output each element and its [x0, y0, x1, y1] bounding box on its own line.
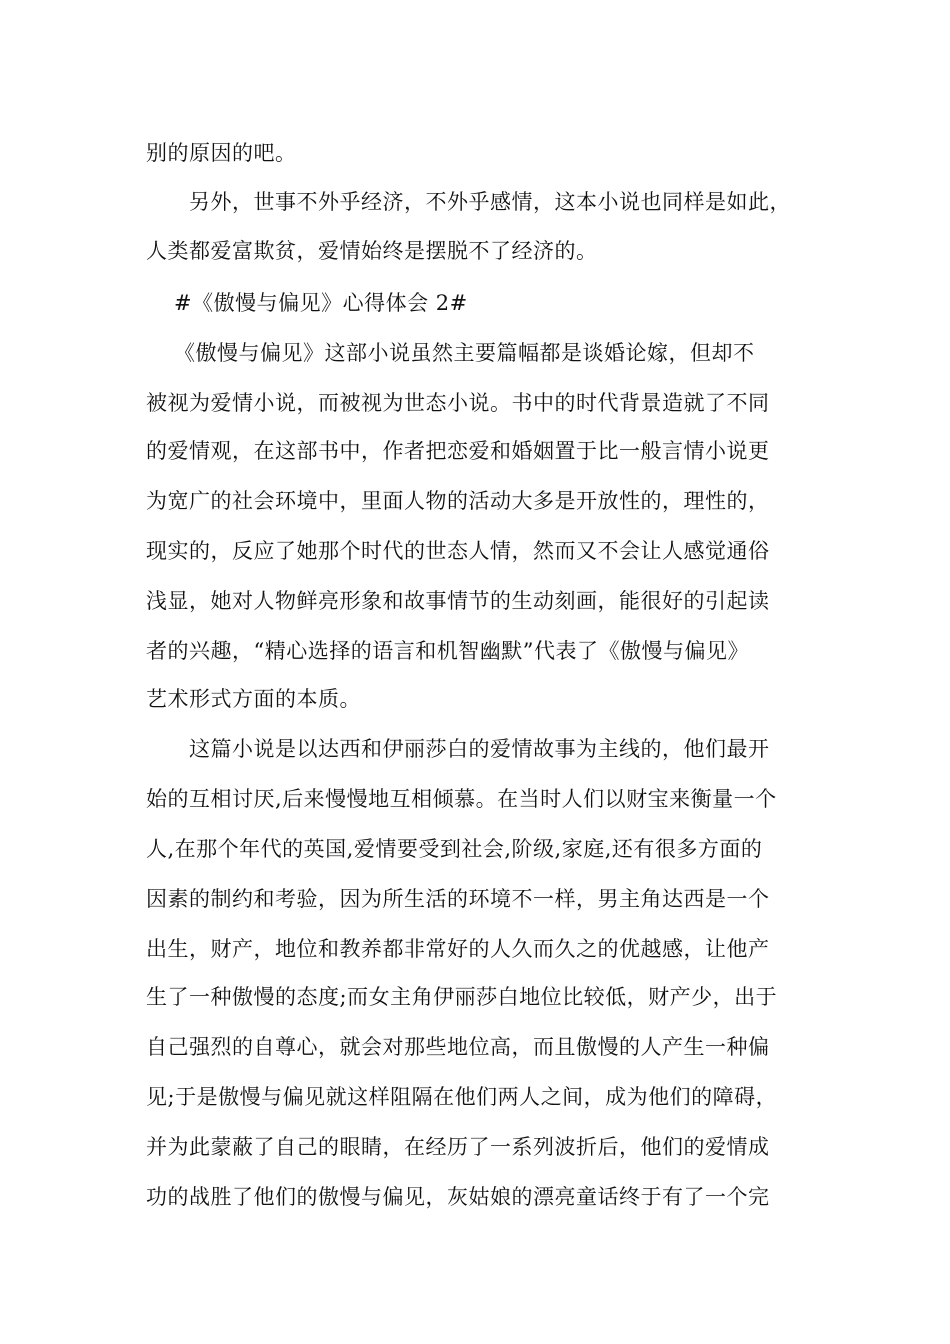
section-heading: #《傲慢与偏见》心得体会 2# [174, 291, 468, 315]
text-line: 者的兴趣，“精心选择的语言和机智幽默”代表了《傲慢与偏见》 [146, 639, 749, 663]
text-line: 并为此蒙蔽了自己的眼睛，在经历了一系列波折后，他们的爱情成 [146, 1135, 770, 1159]
text-line: 始的互相讨厌,后来慢慢地互相倾慕。在当时人们以财宝来衡量一个 [146, 787, 777, 811]
text-line: 别的原因的吧。 [146, 141, 297, 165]
text-line: 被视为爱情小说，而被视为世态小说。书中的时代背景造就了不同 [146, 391, 770, 415]
text-line: 的爱情观，在这部书中，作者把恋爱和婚姻置于比一般言情小说更 [146, 439, 770, 463]
text-line: 人,在那个年代的英国,爱情要受到社会,阶级,家庭,还有很多方面的 [146, 837, 763, 861]
paragraph-first-line: 《傲慢与偏见》这部小说虽然主要篇幅都是谈婚论嫁，但却不 [174, 341, 755, 365]
text-line: 生了一种傲慢的态度;而女主角伊丽莎白地位比较低，财产少，出于 [146, 985, 778, 1009]
text-line: 自己强烈的自尊心，就会对那些地位高，而且傲慢的人产生一种偏 [146, 1035, 770, 1059]
paragraph-first-line: 另外，世事不外乎经济，不外乎感情，这本小说也同样是如此， [189, 190, 791, 214]
paragraph-first-line: 这篇小说是以达西和伊丽莎白的爱情故事为主线的，他们最开 [189, 737, 770, 761]
text-line: 浅显，她对人物鲜亮形象和故事情节的生动刻画，能很好的引起读 [146, 589, 770, 613]
text-line: 人类都爱富欺贫，爱情始终是摆脱不了经济的。 [146, 239, 598, 263]
text-line: 为宽广的社会环境中，里面人物的活动大多是开放性的，理性的， [146, 489, 770, 513]
text-line: 出生，财产，地位和教养都非常好的人久而久之的优越感，让他产 [146, 937, 770, 961]
text-line: 艺术形式方面的本质。 [146, 687, 361, 711]
text-line: 现实的，反应了她那个时代的世态人情，然而又不会让人感觉通俗 [146, 539, 770, 563]
text-line: 功的战胜了他们的傲慢与偏见，灰姑娘的漂亮童话终于有了一个完 [146, 1185, 770, 1209]
text-line: 因素的制约和考验，因为所生活的环境不一样，男主角达西是一个 [146, 887, 770, 911]
text-line: 见;于是傲慢与偏见就这样阻隔在他们两人之间，成为他们的障碍， [146, 1085, 778, 1109]
